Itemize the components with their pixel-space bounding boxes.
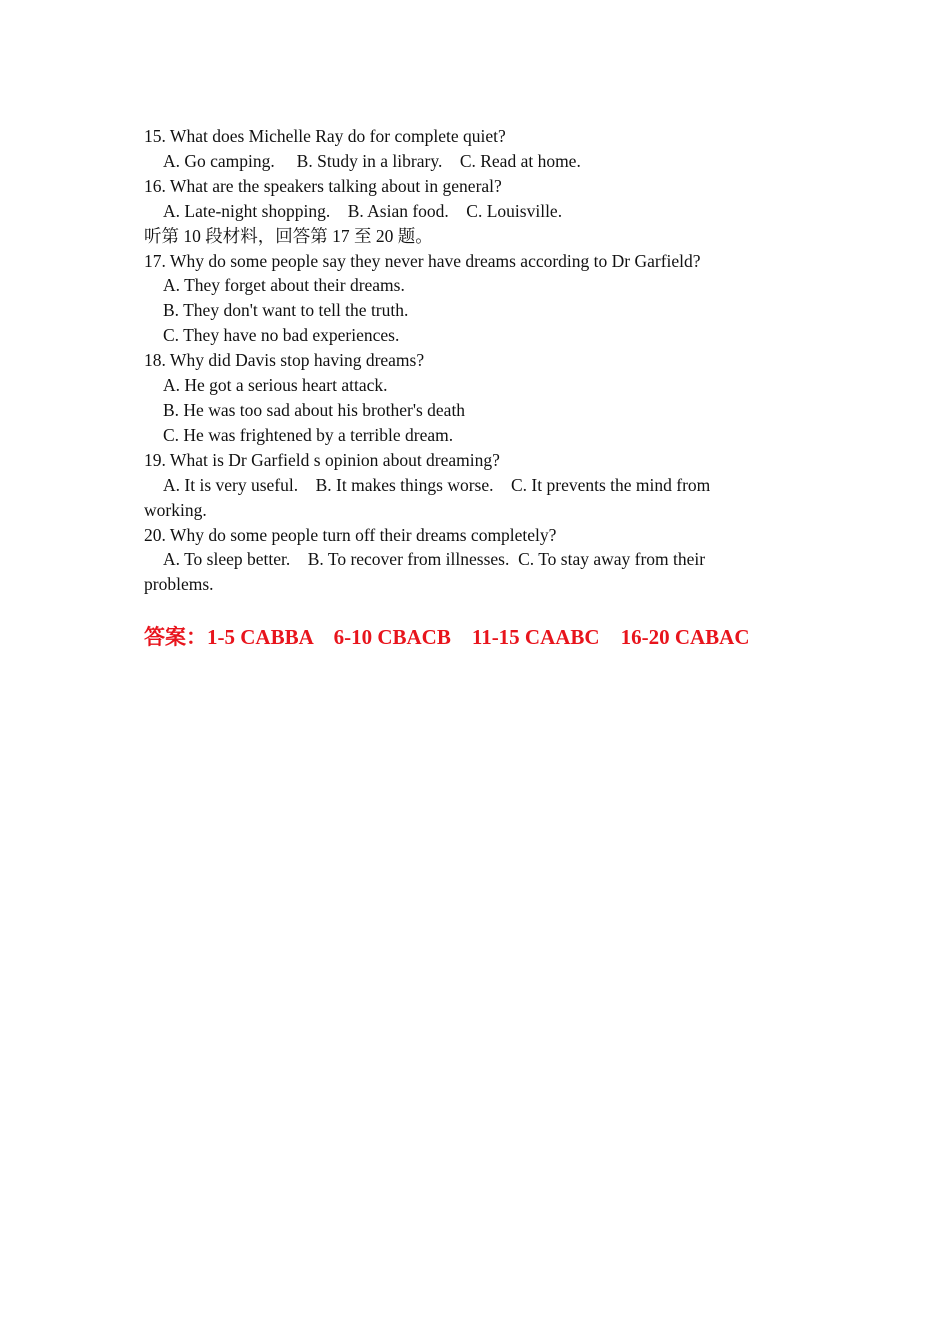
question-20-options-continued: problems. [144,574,214,595]
question-15-stem: 15. What does Michelle Ray do for complete quiet? [144,126,506,146]
question-17-option-a: A. They forget about their dreams. [163,275,405,296]
question-17-stem: 17. Why do some people say they never have dreams according to Dr Garfield? [144,250,701,271]
question-16-stem: 16. What are the speakers talking about in general? [144,175,502,196]
question-18-option-c: C. He was frightened by a terrible dream. [163,424,454,445]
question-20-options: A. To sleep better. B. To recover from illnesses. C. To stay away from their [163,549,706,570]
question-18-option-b: B. He was too sad about his brother's death [163,399,466,420]
answer-key: 答案：1-5 CABBA 6-10 CBACB 11-15 CAABC 16-20 CABAC [144,625,750,650]
question-19-stem: 19. What is Dr Garfield s opinion about dreaming? [144,449,500,470]
document-body [144,124,784,672]
section-10-instruction: 听第 10 段材料，回答第 17 至 20 题。 [144,225,433,246]
question-15-options: A. Go camping. B. Study in a library. C. Read at home. [163,150,581,171]
question-19-options: A. It is very useful. B. It makes things worse. C. It prevents the mind from [163,474,711,495]
question-19-options-continued: working. [144,499,207,520]
question-18-stem: 18. Why did Davis stop having dreams? [144,350,425,371]
question-17-option-c: C. They have no bad experiences. [163,325,400,346]
question-16-options: A. Late-night shopping. B. Asian food. C. Louisville. [163,200,563,221]
question-20-stem: 20. Why do some people turn off their dreams completely? [144,524,557,545]
question-18-option-a: A. He got a serious heart attack. [163,375,388,396]
question-17-option-b: B. They don't want to tell the truth. [163,300,409,321]
